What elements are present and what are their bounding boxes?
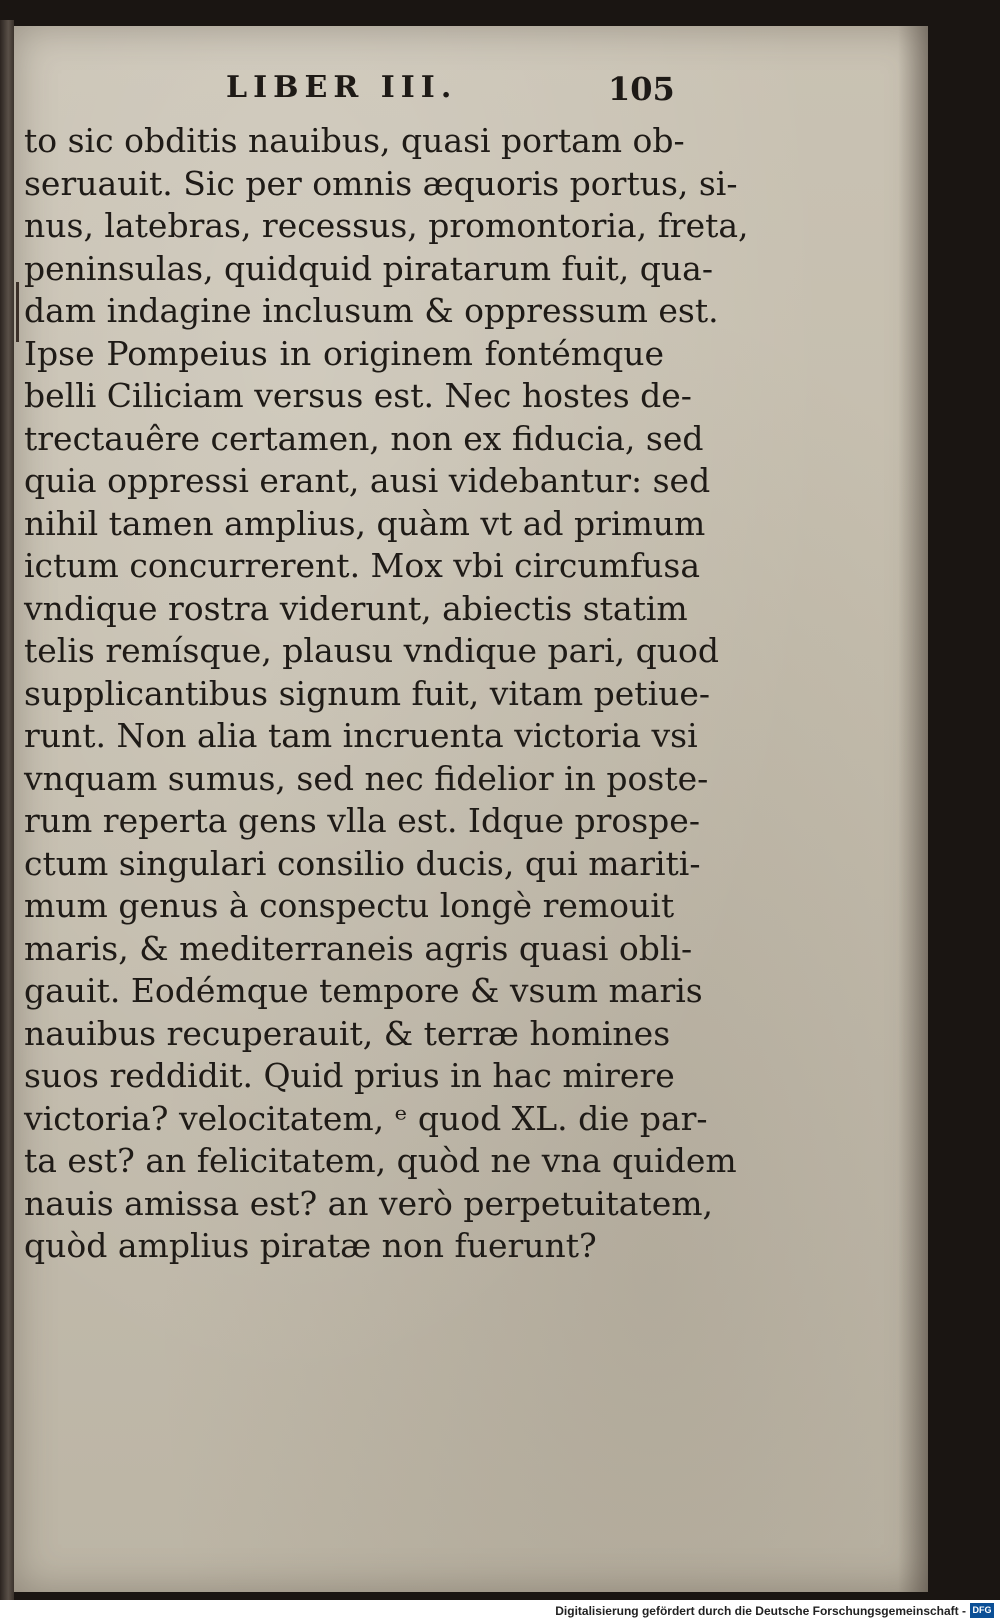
text-line: telis remísque, plausu vndique pari, quod <box>24 631 720 670</box>
text-line: ta est? an felicitatem, quòd ne vna quidem <box>24 1141 737 1180</box>
page-number: 105 <box>608 70 675 108</box>
footer-bar <box>0 1600 1000 1623</box>
text-line: gauit. Eodémque tempore & vsum maris <box>24 971 703 1010</box>
funding-credit: Digitalisierung gefördert durch die Deutsche Forschungsgemeinschaft - <box>555 1604 966 1618</box>
text-line: quòd amplius piratæ non fuerunt? <box>24 1226 597 1265</box>
running-head: LIBER III. <box>226 70 458 105</box>
text-line: nauis amissa est? an verò perpetuitatem, <box>24 1183 714 1223</box>
text-line: quia oppressi erant, ausi videbantur: sed <box>24 461 711 500</box>
text-line: seruauit. Sic per omnis æquoris portus, si- <box>24 163 738 203</box>
margin-mark <box>16 282 19 342</box>
text-line: ictum concurrerent. Mox vbi circumfusa <box>24 546 701 585</box>
text-line: vndique rostra viderunt, abiectis statim <box>24 588 688 628</box>
page-edge <box>0 20 14 1600</box>
page-header <box>14 70 928 120</box>
text-line: peninsulas, quidquid piratarum fuit, qua- <box>24 248 713 288</box>
text-line: vnquam sumus, sed nec fidelior in poste- <box>24 758 709 798</box>
text-line: runt. Non alia tam incruenta victoria vsi <box>24 716 698 755</box>
text-line: trectauêre certamen, non ex fiducia, sed <box>24 418 704 458</box>
text-line: ctum singulari consilio ducis, qui mariti- <box>24 843 701 883</box>
text-line: belli Ciliciam versus est. Nec hostes de- <box>24 376 692 415</box>
dfg-logo: DFG <box>970 1603 994 1618</box>
body-text <box>24 120 749 1268</box>
book-page <box>14 26 928 1592</box>
text-line: Ipse Pompeius in originem fontémque <box>24 333 664 373</box>
text-line: supplicantibus signum fuit, vitam petiue- <box>24 673 711 713</box>
text-line: dam indagine inclusum & oppressum est. <box>24 291 719 330</box>
text-line: nus, latebras, recessus, promontoria, freta, <box>24 206 749 245</box>
text-line: to sic obditis nauibus, quasi portam ob- <box>24 121 685 160</box>
gutter-shadow <box>898 26 928 1592</box>
text-line: mum genus à conspectu longè remouit <box>24 886 675 925</box>
text-line: nihil tamen amplius, quàm vt ad primum <box>24 503 706 543</box>
text-line: rum reperta gens vlla est. Idque prospe- <box>24 801 700 840</box>
text-line: suos reddidit. Quid prius in hac mirere <box>24 1056 675 1095</box>
text-line: nauibus recuperauit, & terræ homines <box>24 1013 671 1053</box>
text-line: victoria? velocitatem, ᵉ quod XL. die par- <box>24 1098 708 1138</box>
text-line: maris, & mediterraneis agris quasi obli- <box>24 928 693 968</box>
